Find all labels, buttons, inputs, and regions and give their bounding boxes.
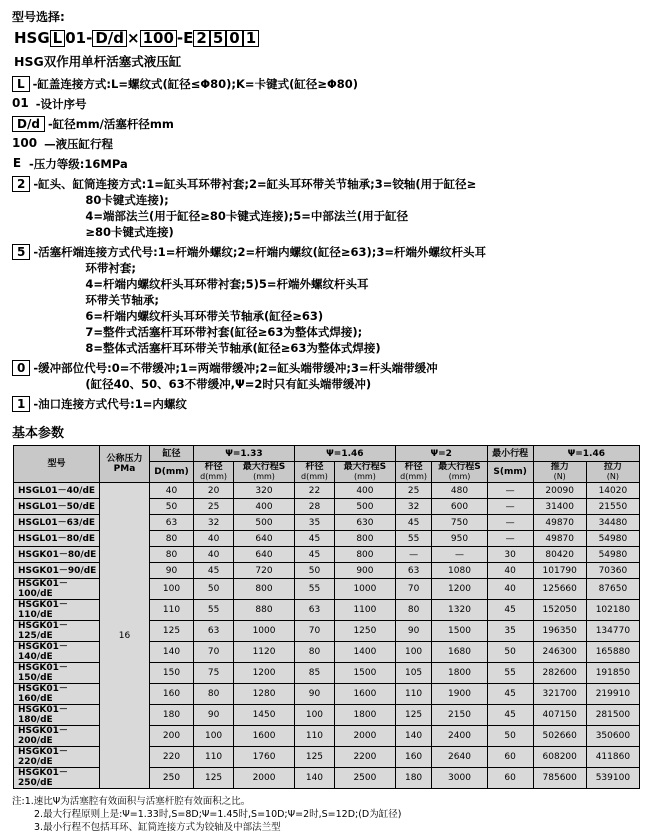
cell-rod-3: 105 [395,663,432,684]
cell-stroke-1: 640 [234,531,295,547]
cell-rod-3: 80 [395,600,432,621]
cell-stroke-2: 900 [335,563,396,579]
legend-line: -缓冲部位代号:0=不带缓冲;1=两端带缓冲;2=缸头端带缓冲;3=杆头端带缓冲 [33,361,438,375]
th-min-stroke-l2: S(mm) [487,462,533,483]
cell-pull: 165880 [586,642,639,663]
cell-push: 321700 [533,684,586,705]
cell-min-stroke: 40 [487,563,533,579]
legend-text [33,360,437,392]
cell-bore: 100 [150,579,194,600]
cell-pull: 14020 [586,483,639,499]
cell-rod-1: 20 [194,483,234,499]
cell-pull: 34480 [586,515,639,531]
cell-pull: 539100 [586,768,639,789]
product-subtitle: HSG双作用单杆活塞式液压缸 [14,54,182,69]
cell-min-stroke: 50 [487,642,533,663]
code-box-cushion: 0 [226,30,242,47]
cell-rod-1: 75 [194,663,234,684]
legend-text: -缸盖连接方式:L=螺纹式(缸径≤Φ80);K=卡键式(缸径≥Φ80) [32,77,358,91]
legend-line: 4=杆端内螺纹杆头耳环带衬套;5)5=杆端外螺纹杆头耳 [85,277,369,291]
code-box-stroke: 100 [140,30,177,47]
cell-model: HSGL01－50/dE [14,499,100,515]
cell-bore: 40 [150,483,194,499]
th-group-2: Ψ=1.46 [294,446,395,462]
cell-rod-2: 85 [294,663,334,684]
th-rod-3-l1: 杆径 [404,462,423,472]
cell-min-stroke: 35 [487,621,533,642]
cell-rod-3: 90 [395,621,432,642]
legend-key: 100 [12,136,38,150]
cell-stroke-3: 600 [432,499,487,515]
th-bore-l1: 缸径 [162,448,181,459]
code-box-bore-rod: D/d [92,30,127,47]
cell-stroke-1: 500 [234,515,295,531]
cell-pull: 191850 [586,663,639,684]
legend-text: -油口连接方式代号:1=内螺纹 [33,397,187,411]
cell-push: 152050 [533,600,586,621]
cell-stroke-2: 1500 [335,663,396,684]
cell-push: 282600 [533,663,586,684]
legend-text: -缸径mm/活塞杆径mm [47,117,174,131]
code-mid-1: 01- [65,29,93,47]
cell-rod-2: 28 [294,499,334,515]
cell-model: HSGL01－80/dE [14,531,100,547]
th-group-4: Ψ=1.46 [533,446,639,462]
cell-stroke-1: 1120 [234,642,295,663]
cell-rod-1: 125 [194,768,234,789]
th-stroke-3 [432,462,487,483]
cell-stroke-1: 880 [234,600,295,621]
legend-item [12,396,642,412]
table-row [14,483,640,499]
legend-line: (缸径40、50、63不带缓冲,Ψ=2时只有缸头端带缓冲) [85,377,372,391]
cell-rod-3: 55 [395,531,432,547]
cell-model: HSGK01－200/dE [14,726,100,747]
legend-line: 环带关节轴承; [85,293,159,307]
basic-params-title: 基本参数 [12,426,65,441]
th-push [533,462,586,483]
cell-rod-1: 100 [194,726,234,747]
th-pressure-l2: PMa [113,464,136,474]
cell-stroke-1: 320 [234,483,295,499]
cell-model: HSGK01－150/dE [14,663,100,684]
cell-bore: 180 [150,705,194,726]
cell-pull: 54980 [586,531,639,547]
cell-min-stroke: 50 [487,726,533,747]
cell-model: HSGL01－40/dE [14,483,100,499]
cell-stroke-1: 1760 [234,747,295,768]
cell-stroke-3: 1800 [432,663,487,684]
th-pressure-l1: 公称压力 [106,454,143,464]
cell-pull: 21550 [586,499,639,515]
th-rod-3 [395,462,432,483]
cell-rod-3: 125 [395,705,432,726]
cell-stroke-3: 2150 [432,705,487,726]
legend-key: 0 [12,360,30,376]
th-rod-1 [194,462,234,483]
legend-line: 8=整体式活塞杆耳环带关节轴承(缸径≥63为整体式焊接) [85,341,381,355]
cell-stroke-1: 1280 [234,684,295,705]
cell-stroke-3: 1080 [432,563,487,579]
cell-push: 80420 [533,547,586,563]
cell-stroke-2: 400 [335,483,396,499]
parameters-table [13,445,640,789]
cell-rod-3: 140 [395,726,432,747]
cell-model: HSGK01－180/dE [14,705,100,726]
cell-bore: 80 [150,547,194,563]
cell-model: HSGK01－100/dE [14,579,100,600]
cell-push: 785600 [533,768,586,789]
cell-rod-2: 110 [294,726,334,747]
legend-text [33,244,486,356]
cell-stroke-3: 2640 [432,747,487,768]
cell-rod-1: 45 [194,563,234,579]
code-box-rod-end: 5 [210,30,226,47]
legend-item [12,96,642,112]
cell-bore: 200 [150,726,194,747]
cell-rod-1: 80 [194,684,234,705]
cell-rod-2: 90 [294,684,334,705]
th-bore-l2: D(mm) [150,462,194,483]
cell-push: 49870 [533,515,586,531]
cell-stroke-3: — [432,547,487,563]
legend-key: E [12,156,22,170]
cell-stroke-1: 1450 [234,705,295,726]
legend-key: L [12,76,30,92]
code-prefix: HSG [14,29,50,47]
legend-line: -活塞杆端连接方式代号:1=杆端外螺纹;2=杆端内螺纹(缸径≥63);3=杆端外螺纹杆头耳 [33,245,486,259]
cell-min-stroke: — [487,499,533,515]
th-pull-l2: (N) [606,472,619,481]
cell-stroke-3: 2400 [432,726,487,747]
cell-stroke-2: 2500 [335,768,396,789]
legend-item [12,156,642,172]
note-line: 3.最小行程不包括耳环、缸筒连接方式为铰轴及中部法兰型 [34,822,281,833]
cell-stroke-3: 1200 [432,579,487,600]
legend-text: —液压缸行程 [44,137,114,151]
cell-stroke-2: 1100 [335,600,396,621]
code-box-head-tube: 2 [193,30,209,47]
legend-key: 2 [12,176,30,192]
cell-rod-2: 140 [294,768,334,789]
legend-line: ≥80卡键式连接) [85,225,174,239]
cell-min-stroke: 45 [487,705,533,726]
legend-key: 1 [12,396,30,412]
cell-stroke-3: 480 [432,483,487,499]
cell-min-stroke: 40 [487,579,533,600]
th-stroke-2 [335,462,396,483]
cell-stroke-2: 1400 [335,642,396,663]
th-model: 型号 [14,446,100,483]
cell-stroke-2: 1800 [335,705,396,726]
cell-rod-2: 22 [294,483,334,499]
th-rod-2 [294,462,334,483]
cell-push: 502660 [533,726,586,747]
cell-bore: 80 [150,531,194,547]
th-pull-l1: 拉力 [603,462,622,472]
model-code-line [14,29,642,47]
th-group-1: Ψ=1.33 [194,446,295,462]
cell-rod-2: 45 [294,547,334,563]
cell-push: 101790 [533,563,586,579]
cell-model: HSGK01－160/dE [14,684,100,705]
legend-text: -设计序号 [35,97,87,111]
cell-stroke-1: 1200 [234,663,295,684]
th-stroke-2-l2: (mm) [353,472,376,481]
cell-pull: 87650 [586,579,639,600]
th-rod-1-l1: 杆径 [204,462,223,472]
cell-rod-2: 70 [294,621,334,642]
cell-stroke-2: 630 [335,515,396,531]
cell-model: HSGK01－250/dE [14,768,100,789]
notes-block [12,795,642,834]
cell-rod-1: 50 [194,579,234,600]
cell-stroke-1: 1000 [234,621,295,642]
note-line: 注:1.速比Ψ为活塞腔有效面积与活塞杆腔有效面积之比。 [12,796,251,807]
cell-rod-2: 100 [294,705,334,726]
cell-rod-2: 55 [294,579,334,600]
cell-model: HSGK01－110/dE [14,600,100,621]
cell-stroke-2: 800 [335,531,396,547]
cell-rod-1: 90 [194,705,234,726]
cell-pull: 102180 [586,600,639,621]
code-times: × [127,29,140,47]
legend-item [12,360,642,392]
cell-push: 125660 [533,579,586,600]
cell-min-stroke: — [487,531,533,547]
cell-min-stroke: — [487,483,533,499]
cell-rod-2: 45 [294,531,334,547]
cell-rod-1: 63 [194,621,234,642]
code-mid-2: -E [176,29,194,47]
cell-pull: 134770 [586,621,639,642]
cell-min-stroke: 60 [487,747,533,768]
legend-text: -压力等级:16MPa [29,157,128,171]
th-pressure [100,446,150,483]
legend-item [12,116,642,132]
cell-rod-3: 45 [395,515,432,531]
cell-rod-2: 50 [294,563,334,579]
legend-item [12,176,642,240]
cell-stroke-2: 2200 [335,747,396,768]
th-stroke-1 [234,462,295,483]
cell-rod-1: 70 [194,642,234,663]
cell-stroke-1: 640 [234,547,295,563]
cell-bore: 220 [150,747,194,768]
cell-push: 20090 [533,483,586,499]
th-min-stroke-l1: 最小行程 [487,446,533,462]
cell-rod-2: 125 [294,747,334,768]
cell-stroke-1: 400 [234,499,295,515]
cell-bore: 160 [150,684,194,705]
table-head-row-1 [14,446,640,462]
th-rod-3-l2: d(mm) [400,472,428,481]
cell-model: HSGK01－125/dE [14,621,100,642]
cell-stroke-3: 1680 [432,642,487,663]
cell-stroke-1: 720 [234,563,295,579]
cell-rod-3: 63 [395,563,432,579]
cell-push: 407150 [533,705,586,726]
cell-stroke-2: 1600 [335,684,396,705]
legend-line: -缸头、缸筒连接方式:1=缸头耳环带衬套;2=缸头耳环带关节轴承;3=铰轴(用于缸径≥ [33,177,477,191]
cell-bore: 90 [150,563,194,579]
cell-stroke-2: 1250 [335,621,396,642]
cell-rod-1: 110 [194,747,234,768]
legend-key: 5 [12,244,30,260]
legend-line: 7=整件式活塞杆耳环带衬套(缸径≥63为整体式焊接); [85,325,363,339]
cell-stroke-2: 500 [335,499,396,515]
cell-push: 608200 [533,747,586,768]
legend-line: 80卡键式连接); [85,193,169,207]
cell-rod-3: 32 [395,499,432,515]
code-box-port: 1 [243,30,259,47]
th-rod-2-l2: d(mm) [301,472,328,481]
cell-rod-3: 25 [395,483,432,499]
th-rod-1-l2: d(mm) [200,472,228,481]
code-box-connection: L [50,30,66,47]
cell-bore: 50 [150,499,194,515]
cell-pull: 281500 [586,705,639,726]
legend-key: D/d [12,116,45,132]
cell-push: 196350 [533,621,586,642]
cell-pull: 350600 [586,726,639,747]
legend-item [12,136,642,152]
cell-rod-3: 100 [395,642,432,663]
cell-stroke-2: 2000 [335,726,396,747]
th-rod-2-l1: 杆径 [305,462,324,472]
th-bore [150,446,194,462]
cell-stroke-3: 3000 [432,768,487,789]
cell-bore: 63 [150,515,194,531]
th-push-l1: 推力 [550,462,569,472]
cell-push: 246300 [533,642,586,663]
cell-rod-3: 160 [395,747,432,768]
cell-rod-1: 40 [194,531,234,547]
cell-push: 31400 [533,499,586,515]
cell-rod-3: — [395,547,432,563]
cell-stroke-3: 750 [432,515,487,531]
cell-push: 49870 [533,531,586,547]
legend-key: 01 [12,96,29,110]
cell-bore: 110 [150,600,194,621]
cell-stroke-3: 1500 [432,621,487,642]
cell-rod-3: 180 [395,768,432,789]
cell-rod-2: 80 [294,642,334,663]
cell-rod-1: 40 [194,547,234,563]
cell-stroke-3: 1900 [432,684,487,705]
table-body [14,483,640,789]
cell-stroke-2: 1000 [335,579,396,600]
cell-stroke-1: 800 [234,579,295,600]
cell-min-stroke: — [487,515,533,531]
cell-rod-1: 25 [194,499,234,515]
cell-bore: 250 [150,768,194,789]
cell-rod-2: 35 [294,515,334,531]
cell-model: HSGL01－63/dE [14,515,100,531]
cell-pull: 219910 [586,684,639,705]
legend-line: 4=端部法兰(用于缸径≥80卡键式连接);5=中部法兰(用于缸径 [85,209,409,223]
cell-bore: 140 [150,642,194,663]
cell-min-stroke: 55 [487,663,533,684]
th-group-3: Ψ=2 [395,446,487,462]
cell-rod-1: 55 [194,600,234,621]
th-stroke-1-l2: (mm) [253,472,275,481]
model-selection-title: 型号选择: [12,10,65,24]
table-head [14,446,640,483]
cell-model: HSGK01－80/dE [14,547,100,563]
cell-pressure: 16 [100,483,150,789]
cell-rod-3: 70 [395,579,432,600]
cell-stroke-1: 1600 [234,726,295,747]
legend-text [33,176,476,240]
cell-stroke-3: 1320 [432,600,487,621]
th-pull [586,462,639,483]
th-stroke-3-l1: 最大行程S [438,462,481,472]
cell-model: HSGK01－220/dE [14,747,100,768]
cell-rod-3: 110 [395,684,432,705]
cell-bore: 150 [150,663,194,684]
cell-pull: 54980 [586,547,639,563]
cell-model: HSGK01－90/dE [14,563,100,579]
th-stroke-1-l1: 最大行程S [242,462,286,472]
cell-min-stroke: 30 [487,547,533,563]
cell-min-stroke: 45 [487,600,533,621]
legend-item [12,244,642,356]
cell-pull: 411860 [586,747,639,768]
cell-rod-2: 63 [294,600,334,621]
cell-model: HSGK01－140/dE [14,642,100,663]
note-line: 2.最大行程原则上是:Ψ=1.33时,S=8D;Ψ=1.45时,S=10D;Ψ=2时,S=12D;(D为缸径) [34,809,402,820]
cell-rod-1: 32 [194,515,234,531]
cell-pull: 70360 [586,563,639,579]
th-stroke-2-l1: 最大行程S [343,462,387,472]
cell-bore: 125 [150,621,194,642]
legend-item [12,76,642,92]
legend-line: 环带衬套; [85,261,136,275]
cell-min-stroke: 45 [487,684,533,705]
cell-stroke-1: 2000 [234,768,295,789]
cell-min-stroke: 60 [487,768,533,789]
cell-stroke-2: 800 [335,547,396,563]
legend-line: 6=杆端内螺纹杆头耳环带关节轴承(缸径≥63) [85,309,324,323]
cell-stroke-3: 950 [432,531,487,547]
th-push-l2: (N) [553,472,566,481]
th-stroke-3-l2: (mm) [448,472,471,481]
